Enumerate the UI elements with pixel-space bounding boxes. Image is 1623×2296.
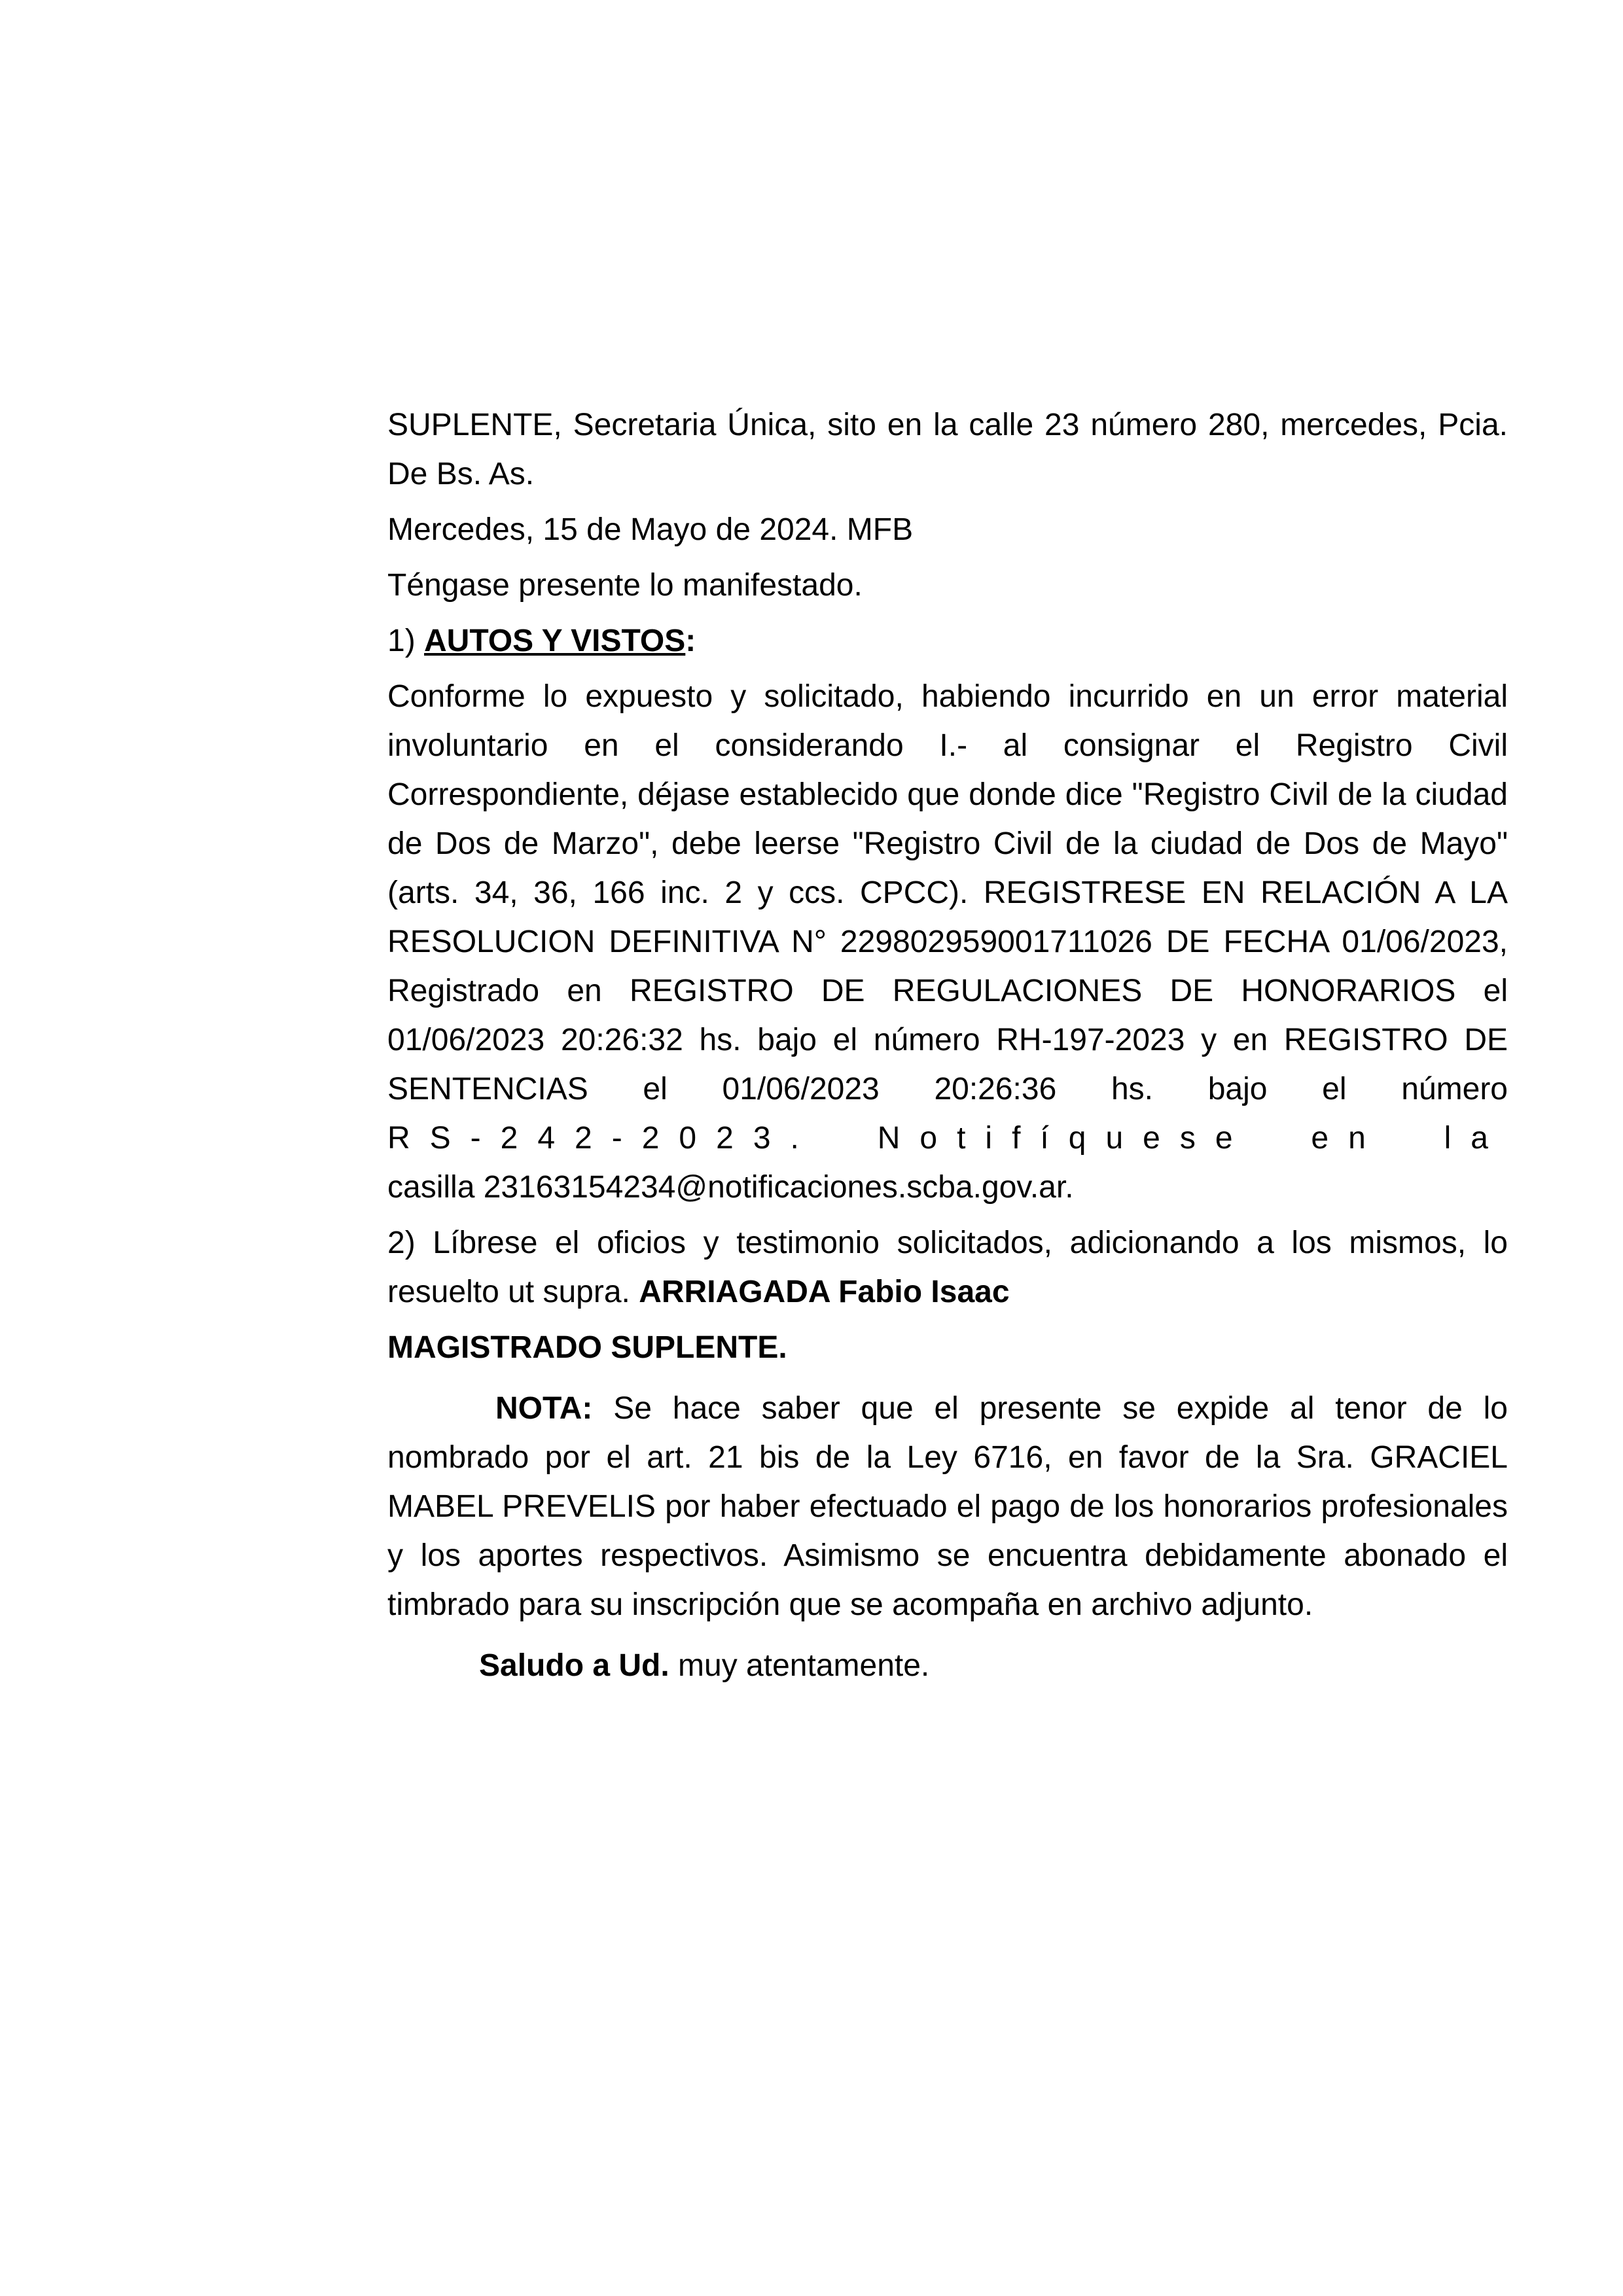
resolution-paragraph bbox=[387, 672, 1508, 1212]
document-body bbox=[387, 400, 1508, 1697]
librese-text: 2) Líbrese el oficios y testimonio solicitados, adicionando a los mismos, lo resuelto ut supra. bbox=[387, 1226, 1508, 1309]
resolution-text: Conforme lo expuesto y solicitado, habiendo incurrido en un error material involuntario en el considerando I.- al consignar el Registro Civil Correspondiente, déjase establecido que donde dice "Registro Civil de la ciudad de Dos de Marzo", debe leerse "Registro Civil de la ciudad de Dos de Mayo" (arts. 34, 36, 166 inc. 2 y ccs. CPCC). REGISTRESE EN RELACIÓN A LA RESOLUCION DEFINITIVA N° 229802959001711026 DE FECHA 01/06/2023, Registrado en REGISTRO DE REGULACIONES DE HONORARIOS el 01/06/2023 20:26:32 hs. bajo el número RH-197-2023 y en REGISTRO DE SENTENCIAS el 01/06/2023 20:26:36 hs. bajo el número bbox=[387, 679, 1508, 1106]
closing-text: muy atentamente. bbox=[669, 1648, 930, 1683]
nota-paragraph bbox=[387, 1384, 1508, 1629]
resolution-spaced-line: RS-242-2023. Notifíquese en la bbox=[387, 1121, 1508, 1156]
nota-label: NOTA: bbox=[495, 1391, 593, 1426]
judge-title: MAGISTRADO SUPLENTE. bbox=[387, 1330, 787, 1365]
autos-y-vistos-heading bbox=[387, 616, 1508, 665]
heading-number: 1) bbox=[387, 624, 425, 658]
closing-greeting: Saludo a Ud. bbox=[479, 1648, 669, 1683]
date-line: Mercedes, 15 de Mayo de 2024. MFB bbox=[387, 512, 914, 547]
resolution-email-line: casilla 23163154234@notificaciones.scba.gov.ar. bbox=[387, 1170, 1074, 1205]
court-address-paragraph: SUPLENTE, Secretaria Única, sito en la calle 23 número 280, mercedes, Pcia. De Bs. As. bbox=[387, 408, 1508, 491]
judge-name: ARRIAGADA Fabio Isaac bbox=[639, 1275, 1010, 1309]
presente-line: Téngase presente lo manifestado. bbox=[387, 568, 863, 603]
heading-colon: : bbox=[685, 624, 696, 658]
closing-line bbox=[387, 1641, 1508, 1690]
nota-text: Se hace saber que el presente se expide al tenor de lo nombrado por el art. 21 bis de la Ley 6716, en favor de la Sra. GRACIEL MABEL PREVELIS por haber efectuado el pago de los honorarios profesionales y los aportes respectivos. Asimismo se encuentra debidamente abonado el timbrado para su inscripción que se acompaña en archivo adjunto. bbox=[387, 1391, 1508, 1622]
librese-paragraph bbox=[387, 1218, 1508, 1316]
heading-title: AUTOS Y VISTOS bbox=[424, 624, 686, 658]
